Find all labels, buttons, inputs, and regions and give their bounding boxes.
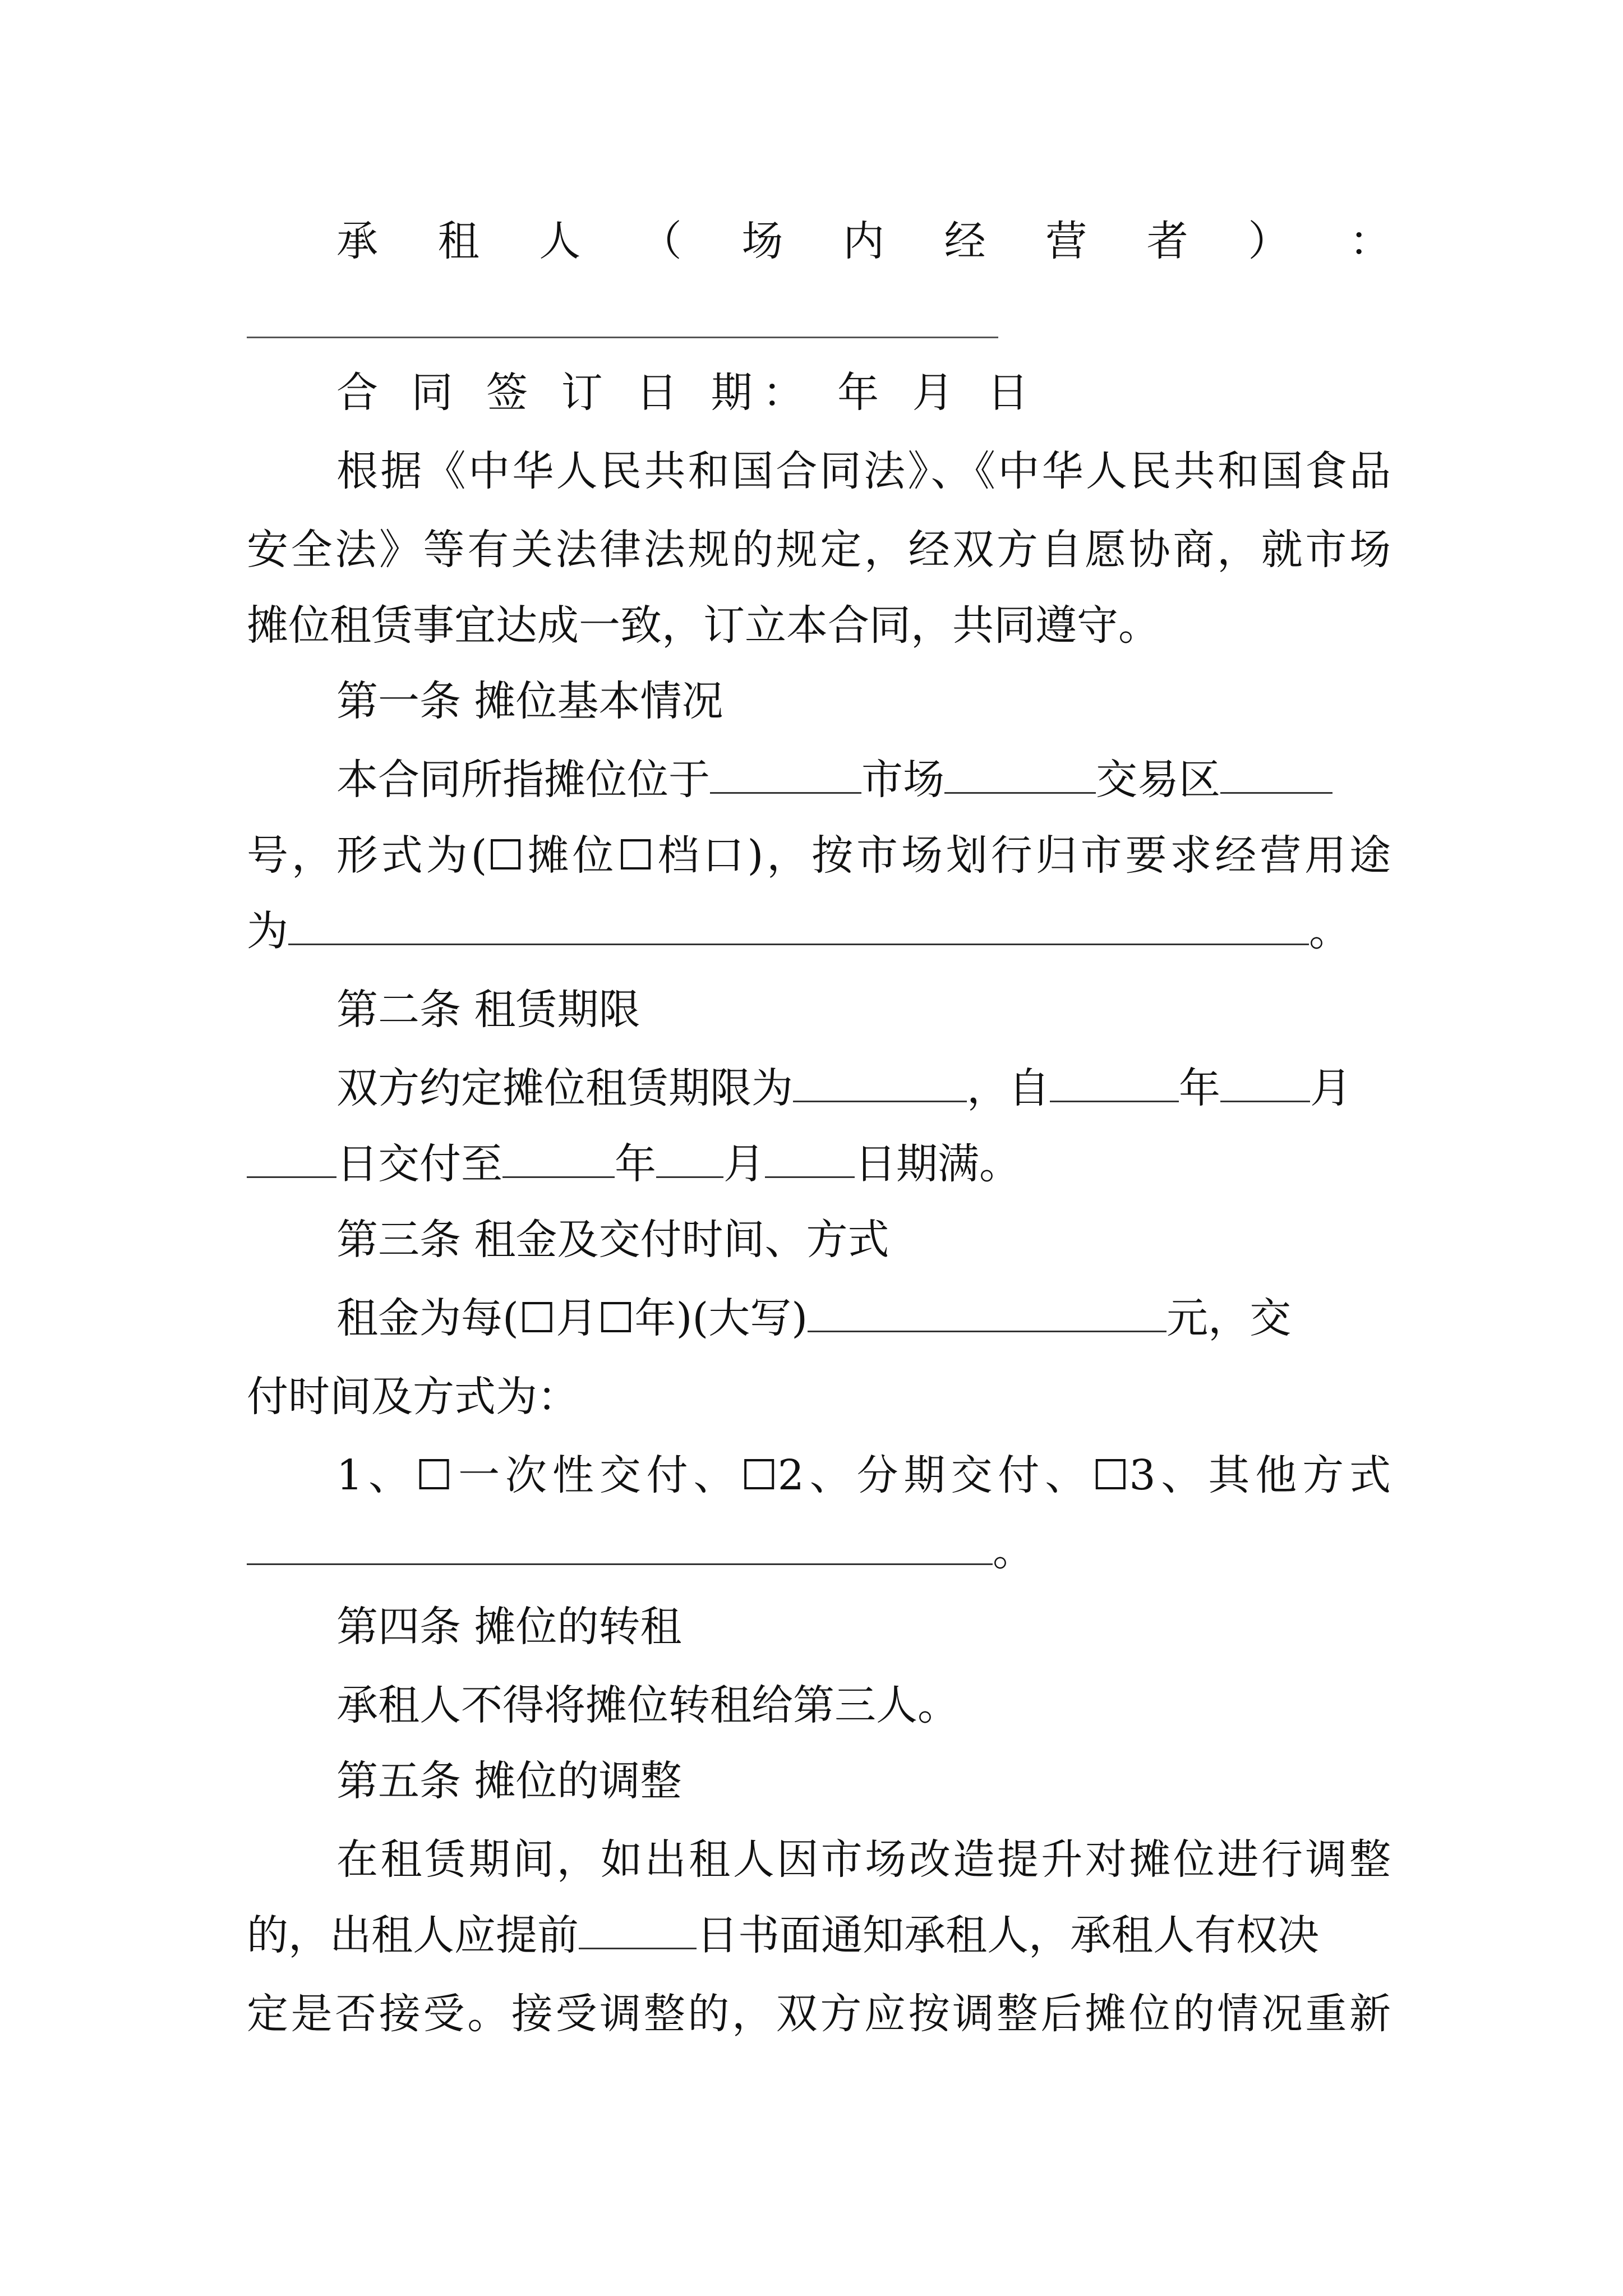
article-2-line-1: 双方约定摊位租赁期限为 ，自 年 月 <box>336 1060 1391 1116</box>
lessee-blank-line <box>247 337 998 338</box>
article-4-body: 承租人不得将摊位转租给第三人。 <box>336 1681 959 1729</box>
article-3-line-4: 。 <box>247 1523 1391 1579</box>
article-5-line-2: 的，出租人应提前 日书面通知承租人，承租人有权决 <box>247 1907 1391 1963</box>
lessee-label: 承 租 人 （ 场 内 经 营 者 ） ： <box>336 217 1391 265</box>
article-1-heading: 第一条 摊位基本情况 <box>336 677 723 725</box>
article-4-heading: 第四条 摊位的转租 <box>336 1603 682 1651</box>
article-3-line-1: 租金为每(☐月☐年)(大写) 元，交 <box>336 1290 1391 1346</box>
intro-line-2: 安全法》等有关法律法规的规定，经双方自愿协商，就市场 <box>247 526 1391 574</box>
article-1-line-1: 本合同所指摊位位于 市场 交易区 <box>336 752 1391 808</box>
article-2-line-2: 日交付至 年 月 日期满。 <box>247 1136 1391 1192</box>
article-3-line-3: 1、☐一次性交付、☐2、分期交付、☐3、其他方式 <box>336 1451 1391 1499</box>
intro-line-1: 根据《中华人民共和国合同法》、《中华人民共和国食品 <box>336 447 1391 495</box>
intro-line-3: 摊位租赁事宜达成一致，订立本合同，共同遵守。 <box>247 601 1160 650</box>
article-3-heading: 第三条 租金及交付时间、方式 <box>336 1216 889 1264</box>
article-5-heading: 第五条 摊位的调整 <box>336 1757 682 1805</box>
sign-date: 合 同 签 订 日 期： 年 月 日 <box>336 369 1039 417</box>
article-5-line-1: 在租赁期间，如出租人因市场改造提升对摊位进行调整 <box>336 1835 1391 1884</box>
article-1-line-2: 号，形式为(☐摊位☐档口)，按市场划行归市要求经营用途 <box>247 831 1391 880</box>
article-2-heading: 第二条 租赁期限 <box>336 986 640 1034</box>
article-1-line-3: 为 。 <box>247 903 1391 959</box>
article-3-line-2: 付时间及方式为： <box>247 1373 579 1421</box>
article-5-line-3: 定是否接受。接受调整的，双方应按调整后摊位的情况重新 <box>247 1990 1391 2038</box>
